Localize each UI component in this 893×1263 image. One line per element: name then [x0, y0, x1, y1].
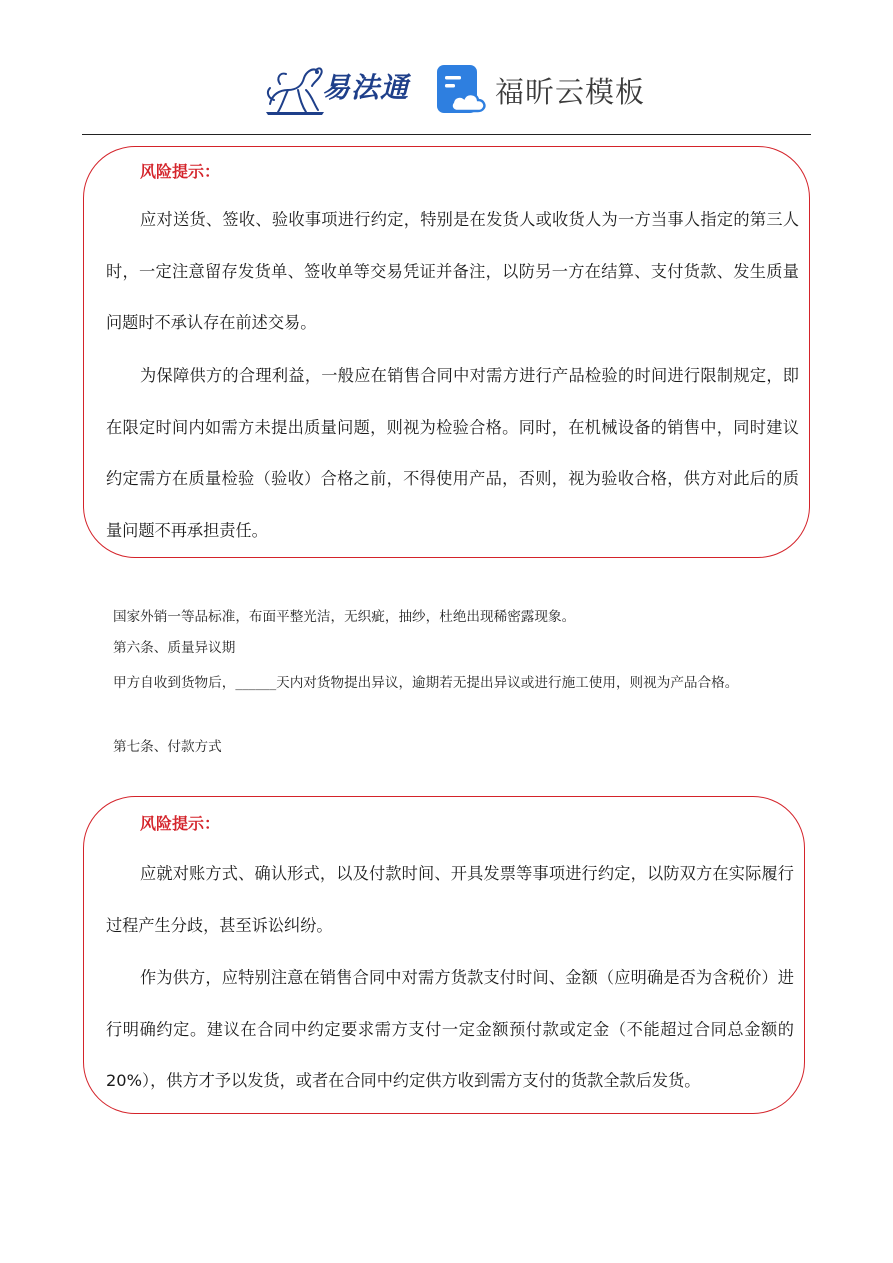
foxit-template-logo-text: 福昕云模板 — [495, 75, 646, 109]
risk-notice-box-delivery — [83, 146, 810, 558]
header-divider — [82, 134, 811, 135]
risk-notice-title: 风险提示： — [140, 814, 221, 833]
risk-notice-paragraph: 应就对账方式、确认形式，以及付款时间、开具发票等事项进行约定，以防双方在实际履行过程产生分歧，甚至诉讼纠纷。 — [106, 864, 794, 935]
risk-notice-title: 风险提示： — [140, 162, 221, 181]
contract-clause-heading-article-7: 第七条、付款方式 — [113, 739, 222, 755]
risk-notice-paragraph: 应对送货、签收、验收事项进行约定，特别是在发货人或收货人为一方当事人指定的第三人时，一定注意留存发货单、签收单等交易凭证并备注，以防另一方在结算、支付货款、发生质量问题时不承认存在前述交易。 — [106, 210, 799, 332]
page-header — [0, 58, 893, 124]
foxit-cloud-icon — [436, 64, 486, 116]
risk-notice-paragraph: 为保障供方的合理利益，一般应在销售合同中对需方进行产品检验的时间进行限制规定，即在限定时间内如需方未提出质量问题，则视为检验合格。同时，在机械设备的销售中，同时建议约定需方在质量检验（验收）合格之前，不得使用产品，否则，视为验收合格，供方对此后的质量问题不再承担责任。 — [106, 366, 799, 540]
contract-text-quality-standard: 国家外销一等品标准，布面平整光洁，无织疵，抽纱，杜绝出现稀密露现象。 — [113, 609, 576, 625]
risk-notice-paragraph: 作为供方，应特别注意在销售合同中对需方货款支付时间、金额（应明确是否为含税价）进行明确约定。建议在合同中约定要求需方支付一定金额预付款或定金（不能超过合同总金额的 20%），供方才予以发货，或者在合同中约定供方收到需方支付的货款全款后发货。 — [106, 968, 794, 1090]
risk-notice-box-payment — [83, 796, 805, 1114]
yifatong-logo-text: 易法通 — [322, 71, 410, 104]
contract-clause-heading-article-6: 第六条、质量异议期 — [113, 640, 236, 656]
contract-text-objection-period: 甲方自收到货物后，______天内对货物提出异议，逾期若无提出异议或进行施工使用，则视为产品合格。 — [113, 675, 739, 691]
